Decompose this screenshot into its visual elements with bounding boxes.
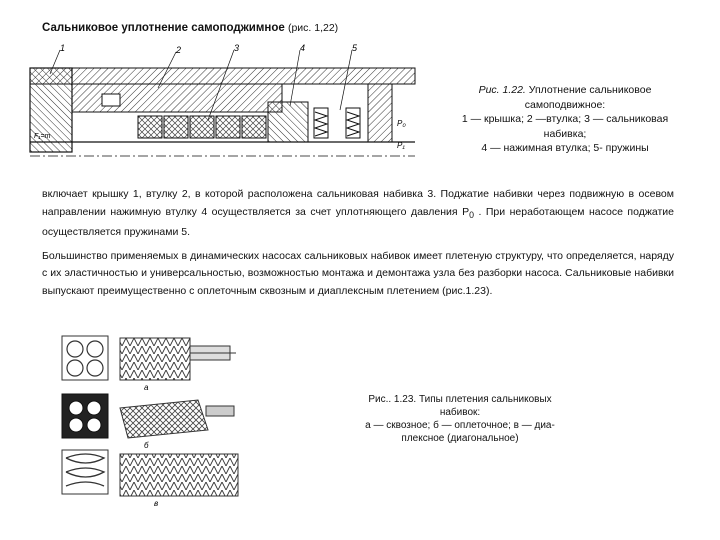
callout-5: 5	[352, 43, 358, 53]
paragraph-2: Большинство применяемых в динамических насосах сальниковых набивок имеет плетеную структуру, что определяется, наряду с их эластичностью и универсальностью, возможностью монтажа и демонтажа узла без разборки насоса. Сальниковые набивки выпускают преимущественно с оплеточным сквозным и диаплексным плетением (рис.1.23).	[42, 249, 674, 298]
callout-4: 4	[300, 43, 306, 53]
body-text	[42, 186, 674, 301]
caption-1-line2: самоподвижное:	[524, 98, 606, 111]
braid-row-b	[62, 394, 234, 438]
label-p1: P₁	[397, 141, 405, 150]
caption-2-line1: Рис.. 1.23. Типы плетения сальниковых	[368, 394, 552, 405]
figure-2-caption	[330, 393, 590, 445]
callout-1: 1	[60, 43, 66, 53]
caption-2-line2: набивок:	[439, 407, 481, 418]
row-label-a: а	[144, 383, 149, 392]
label-f: F₁=m	[34, 133, 51, 140]
caption-1-label: Рис. 1.22.	[478, 84, 526, 96]
paragraph-1: включает крышку 1, втулку 2, в которой расположена сальниковая набивка 3. Поджатие набивки через подвижную в осевом направлении нажимную втулку 4 осуществляется за счет уплотняющего давления $Р_0$ . При неработающем насосе поджатие осуществляется пружинами 5.	[42, 188, 674, 239]
caption-1-line3: 1 — крышка; 2 —втулка; 3 — сальниковая набивка;	[461, 113, 669, 140]
row-label-b: б	[144, 441, 149, 450]
figure-1-caption	[440, 83, 690, 156]
pressure-sleeve	[268, 102, 308, 142]
packing-rings	[138, 116, 266, 138]
braid-row-c	[62, 450, 238, 496]
row-label-c: в	[154, 499, 159, 508]
callout-2: 2	[176, 45, 182, 55]
caption-2-line3: а — сквозное; б — оплеточное; в — диа-	[365, 420, 555, 431]
callout-3: 3	[234, 43, 240, 53]
seal-drawing	[28, 42, 418, 167]
spring	[314, 108, 360, 138]
page-title	[42, 22, 338, 34]
title-main: Сальниковое уплотнение самоподжимное	[42, 22, 285, 34]
title-figure-ref: (рис. 1,22)	[287, 22, 339, 34]
braid-types-figure	[58, 330, 248, 510]
caption-1-title: Уплотнение сальниковое	[525, 84, 652, 96]
caption-2-line4: плексное (диагональное)	[401, 433, 519, 444]
small-detail	[102, 94, 120, 106]
braid-row-a	[62, 336, 236, 380]
label-p0: P₀	[397, 119, 406, 128]
housing-right	[368, 84, 392, 142]
caption-1-line4: 4 — нажимная втулка; 5- пружины	[481, 142, 649, 154]
